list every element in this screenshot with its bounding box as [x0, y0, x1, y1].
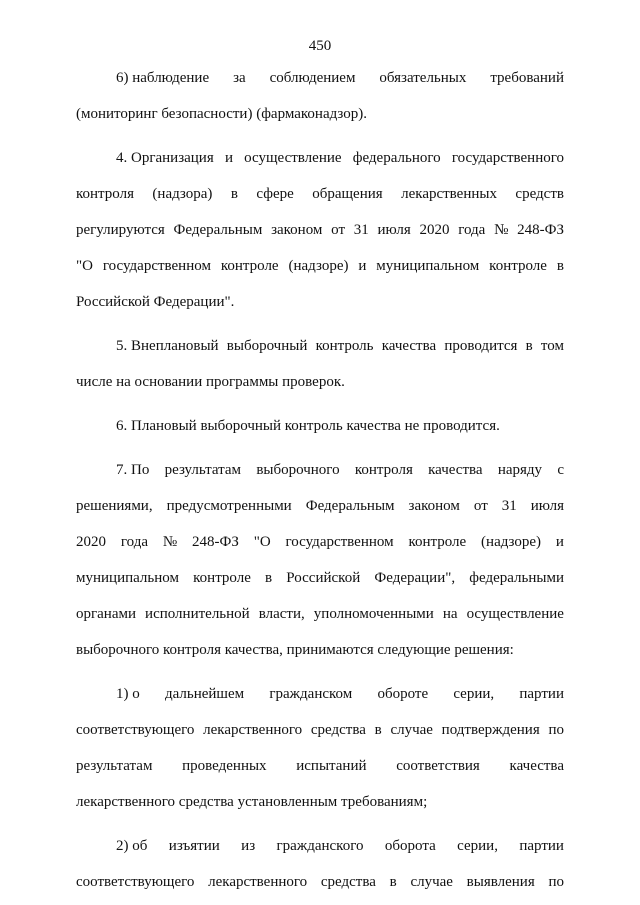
word: государственном	[102, 258, 211, 274]
word: партии	[519, 838, 564, 854]
word: лекарственного	[203, 722, 303, 738]
word: по	[548, 722, 564, 738]
word: июля	[377, 222, 411, 238]
text-line	[76, 176, 564, 212]
word: подтверждения	[441, 722, 540, 738]
word: уполномоченными	[313, 606, 434, 622]
word: средства	[320, 874, 376, 890]
text-line	[76, 328, 564, 364]
word: в	[374, 722, 382, 738]
word: числе на основании программы проверок.	[76, 374, 345, 390]
word: законом	[271, 222, 323, 238]
word: июля	[530, 498, 564, 514]
word: муниципальном	[376, 258, 480, 274]
word: (надзора)	[152, 186, 213, 202]
word: контроле	[220, 258, 279, 274]
text-line	[76, 676, 564, 712]
word: серии,	[453, 686, 495, 702]
word: и	[224, 150, 233, 166]
word: за	[233, 70, 246, 86]
text-line	[76, 60, 564, 96]
word: случае	[390, 722, 433, 738]
word: федеральными	[469, 570, 564, 586]
paragraph-p5	[76, 328, 564, 400]
word: органами	[76, 606, 137, 622]
word: 2) об	[116, 838, 148, 854]
word: выявления	[466, 874, 535, 890]
word: изъятии	[168, 838, 220, 854]
word: по	[548, 874, 564, 890]
word: 6. Плановый выборочный контроль качества не проводится.	[116, 418, 500, 434]
word: сфере	[256, 186, 294, 202]
word: требований	[490, 70, 564, 86]
text-line	[76, 488, 564, 524]
word: законом	[408, 498, 460, 514]
word: №	[494, 222, 509, 238]
text-line	[76, 712, 564, 748]
word: от	[331, 222, 346, 238]
word: 5. Внеплановый	[116, 338, 219, 354]
word: обязательных	[379, 70, 467, 86]
word: (надзоре)	[288, 258, 349, 274]
word: гражданском	[269, 686, 353, 702]
word: года	[458, 222, 486, 238]
text-line	[76, 452, 564, 488]
text-line	[76, 828, 564, 864]
text-line	[76, 212, 564, 248]
word: соответствующего	[76, 874, 195, 890]
word: контроль	[315, 338, 374, 354]
word: выборочного	[256, 462, 340, 478]
word: "О	[253, 534, 271, 550]
word: власти,	[258, 606, 305, 622]
text-line	[76, 140, 564, 176]
word: контроле	[489, 258, 547, 274]
word: исполнительной	[145, 606, 250, 622]
word: государственного	[451, 150, 564, 166]
word: осуществление	[244, 150, 342, 166]
word: качества	[428, 462, 483, 478]
word: соответствующего	[76, 722, 195, 738]
word: 31	[353, 222, 369, 238]
word: 31	[501, 498, 517, 514]
word: в	[230, 186, 238, 202]
word: №	[162, 534, 178, 550]
word: федерального	[352, 150, 441, 166]
word: случае	[410, 874, 453, 890]
word: соблюдением	[269, 70, 356, 86]
word: контроля	[76, 186, 134, 202]
word: качества	[381, 338, 437, 354]
word: "О	[76, 258, 93, 274]
word: 7. По	[116, 462, 150, 478]
word: партии	[519, 686, 564, 702]
text-line	[76, 284, 564, 320]
paragraph-p7-item2	[76, 828, 564, 900]
word: лекарственного средства установленным требованиям;	[76, 794, 428, 810]
word: обороте	[377, 686, 429, 702]
word: оборота	[384, 838, 436, 854]
text-line	[76, 524, 564, 560]
paragraph-p7-item1	[76, 676, 564, 820]
word: 6) наблюдение	[116, 70, 210, 86]
word: соответствия	[396, 758, 480, 774]
word: в	[525, 338, 533, 354]
text-line	[76, 248, 564, 284]
word: (надзоре)	[481, 534, 542, 550]
paragraph-p7	[76, 452, 564, 668]
word: на	[442, 606, 458, 622]
word: (мониторинг безопасности) (фармаконадзор).	[76, 106, 367, 122]
text-line	[76, 748, 564, 784]
word: решениями,	[76, 498, 153, 514]
text-line	[76, 784, 564, 820]
word: из	[241, 838, 256, 854]
document-body	[76, 60, 564, 900]
paragraph-p6	[76, 408, 564, 444]
word: предусмотренными	[166, 498, 292, 514]
word: гражданского	[276, 838, 364, 854]
word: 2020	[419, 222, 450, 238]
word: дальнейшем	[164, 686, 245, 702]
text-line	[76, 596, 564, 632]
page-number: 450	[308, 38, 332, 54]
word: года	[120, 534, 148, 550]
word: муниципальном	[76, 570, 179, 586]
word: средства	[310, 722, 366, 738]
word: результатам	[76, 758, 153, 774]
word: результатам	[164, 462, 242, 478]
word: контроле	[193, 570, 251, 586]
word: с	[557, 462, 564, 478]
word: том	[540, 338, 564, 354]
text-line	[76, 408, 564, 444]
word: Федерации",	[374, 570, 456, 586]
word: в	[556, 258, 564, 274]
word: 248-ФЗ	[191, 534, 239, 550]
word: 1) о	[116, 686, 140, 702]
word: Российской	[286, 570, 361, 586]
word: проводится	[444, 338, 518, 354]
word: государственном	[285, 534, 394, 550]
word: 2020	[76, 534, 106, 550]
word: лекарственных	[401, 186, 497, 202]
word: 4. Организация	[116, 150, 214, 166]
word: Российской Федерации".	[76, 294, 235, 310]
word: качества	[509, 758, 564, 774]
text-line	[76, 864, 564, 900]
word: контроле	[408, 534, 467, 550]
word: выборочного контроля качества, принимаются следующие решения:	[76, 642, 514, 658]
word: выборочный	[226, 338, 308, 354]
text-line	[76, 632, 564, 668]
word: и	[555, 534, 564, 550]
word: испытаний	[296, 758, 367, 774]
word: обращения	[312, 186, 383, 202]
word: в	[389, 874, 397, 890]
paragraph-p4	[76, 140, 564, 320]
word: в	[265, 570, 273, 586]
word: 248-ФЗ	[517, 222, 564, 238]
word: осуществление	[466, 606, 564, 622]
word: и	[358, 258, 367, 274]
word: наряду	[497, 462, 543, 478]
word: Федеральным	[173, 222, 263, 238]
word: от	[473, 498, 488, 514]
paragraph-p6-item6	[76, 60, 564, 132]
word: средств	[515, 186, 564, 202]
text-line	[76, 364, 564, 400]
word: регулируются	[76, 222, 165, 238]
text-line	[76, 560, 564, 596]
text-line	[76, 96, 564, 132]
word: проведенных	[182, 758, 267, 774]
word: серии,	[457, 838, 498, 854]
word: контроля	[354, 462, 413, 478]
word: Федеральным	[305, 498, 395, 514]
word: лекарственного	[208, 874, 308, 890]
